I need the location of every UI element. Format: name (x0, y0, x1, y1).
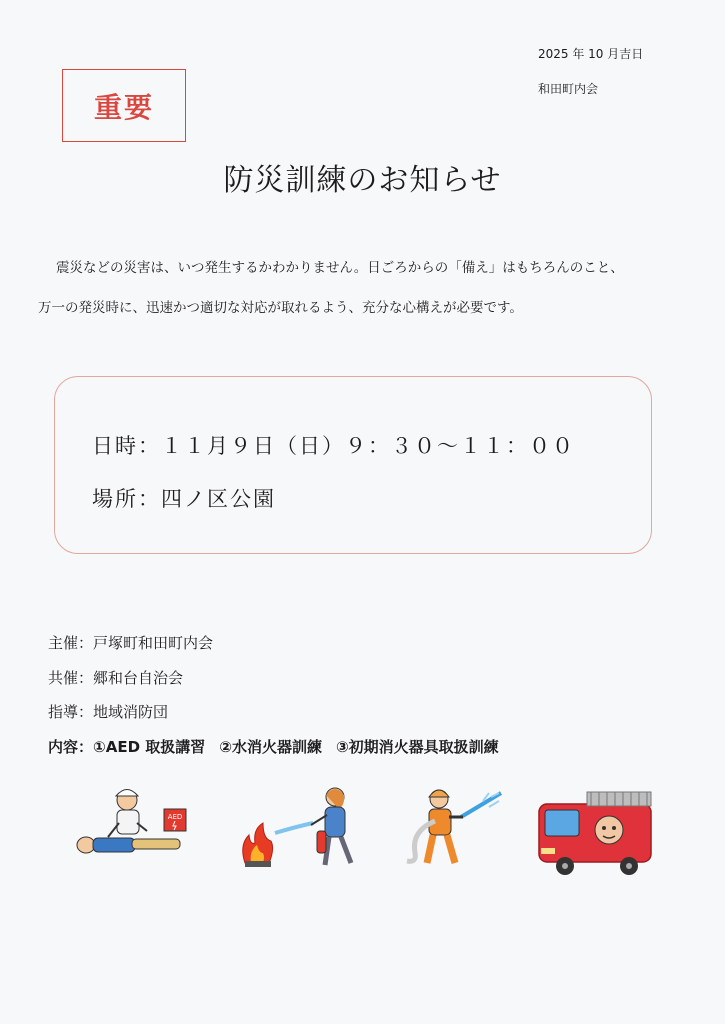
event-info-box (54, 376, 652, 554)
issuing-organization: 和田町内会 (538, 82, 599, 96)
place-value: 四ノ区公園 (161, 487, 276, 511)
important-stamp: 重要 (62, 69, 186, 142)
intro-line-2: 万一の発災時に、迅速かつ適切な対応が取れるよう、充分な心構えが必要です。 (38, 300, 523, 316)
event-details (48, 632, 513, 770)
fire-extinguisher-illustration (235, 783, 365, 869)
aed-sign: AED (167, 813, 183, 821)
intro-text (38, 248, 698, 328)
content-item-water-extinguisher: ②水消火器訓練 (219, 737, 322, 756)
content-item-initial-firefighting: ③初期消火器具取扱訓練 (335, 737, 499, 756)
place-label: 場所： (92, 487, 161, 511)
co-organizer: 共催：郷和台自治会 (48, 668, 184, 687)
event-datetime (92, 430, 575, 460)
datetime-label: 日時： (92, 434, 161, 458)
aed-training-illustration (72, 783, 190, 863)
issue-date: 2025 年 10 月吉日 (538, 47, 644, 61)
page-title: 防災訓練のお知らせ (223, 163, 502, 198)
organizer: 主催：戸塚町和田町内会 (48, 634, 214, 652)
fire-truck-illustration (537, 786, 657, 876)
content-item-aed: ①AED 取扱講習 (93, 737, 206, 756)
content-list (48, 736, 513, 771)
firefighter-hose-illustration (405, 785, 505, 867)
event-place (92, 483, 276, 513)
datetime-value: １１月９日（日）９：３０～１１：００ (161, 434, 575, 458)
content-label: 内容： (48, 737, 94, 756)
instruction: 指導：地域消防団 (48, 703, 169, 721)
intro-line-1: 震災などの災害は、いつ発生するかわかりません。日ごろからの「備え」はもちろんのこと、 (56, 260, 624, 276)
